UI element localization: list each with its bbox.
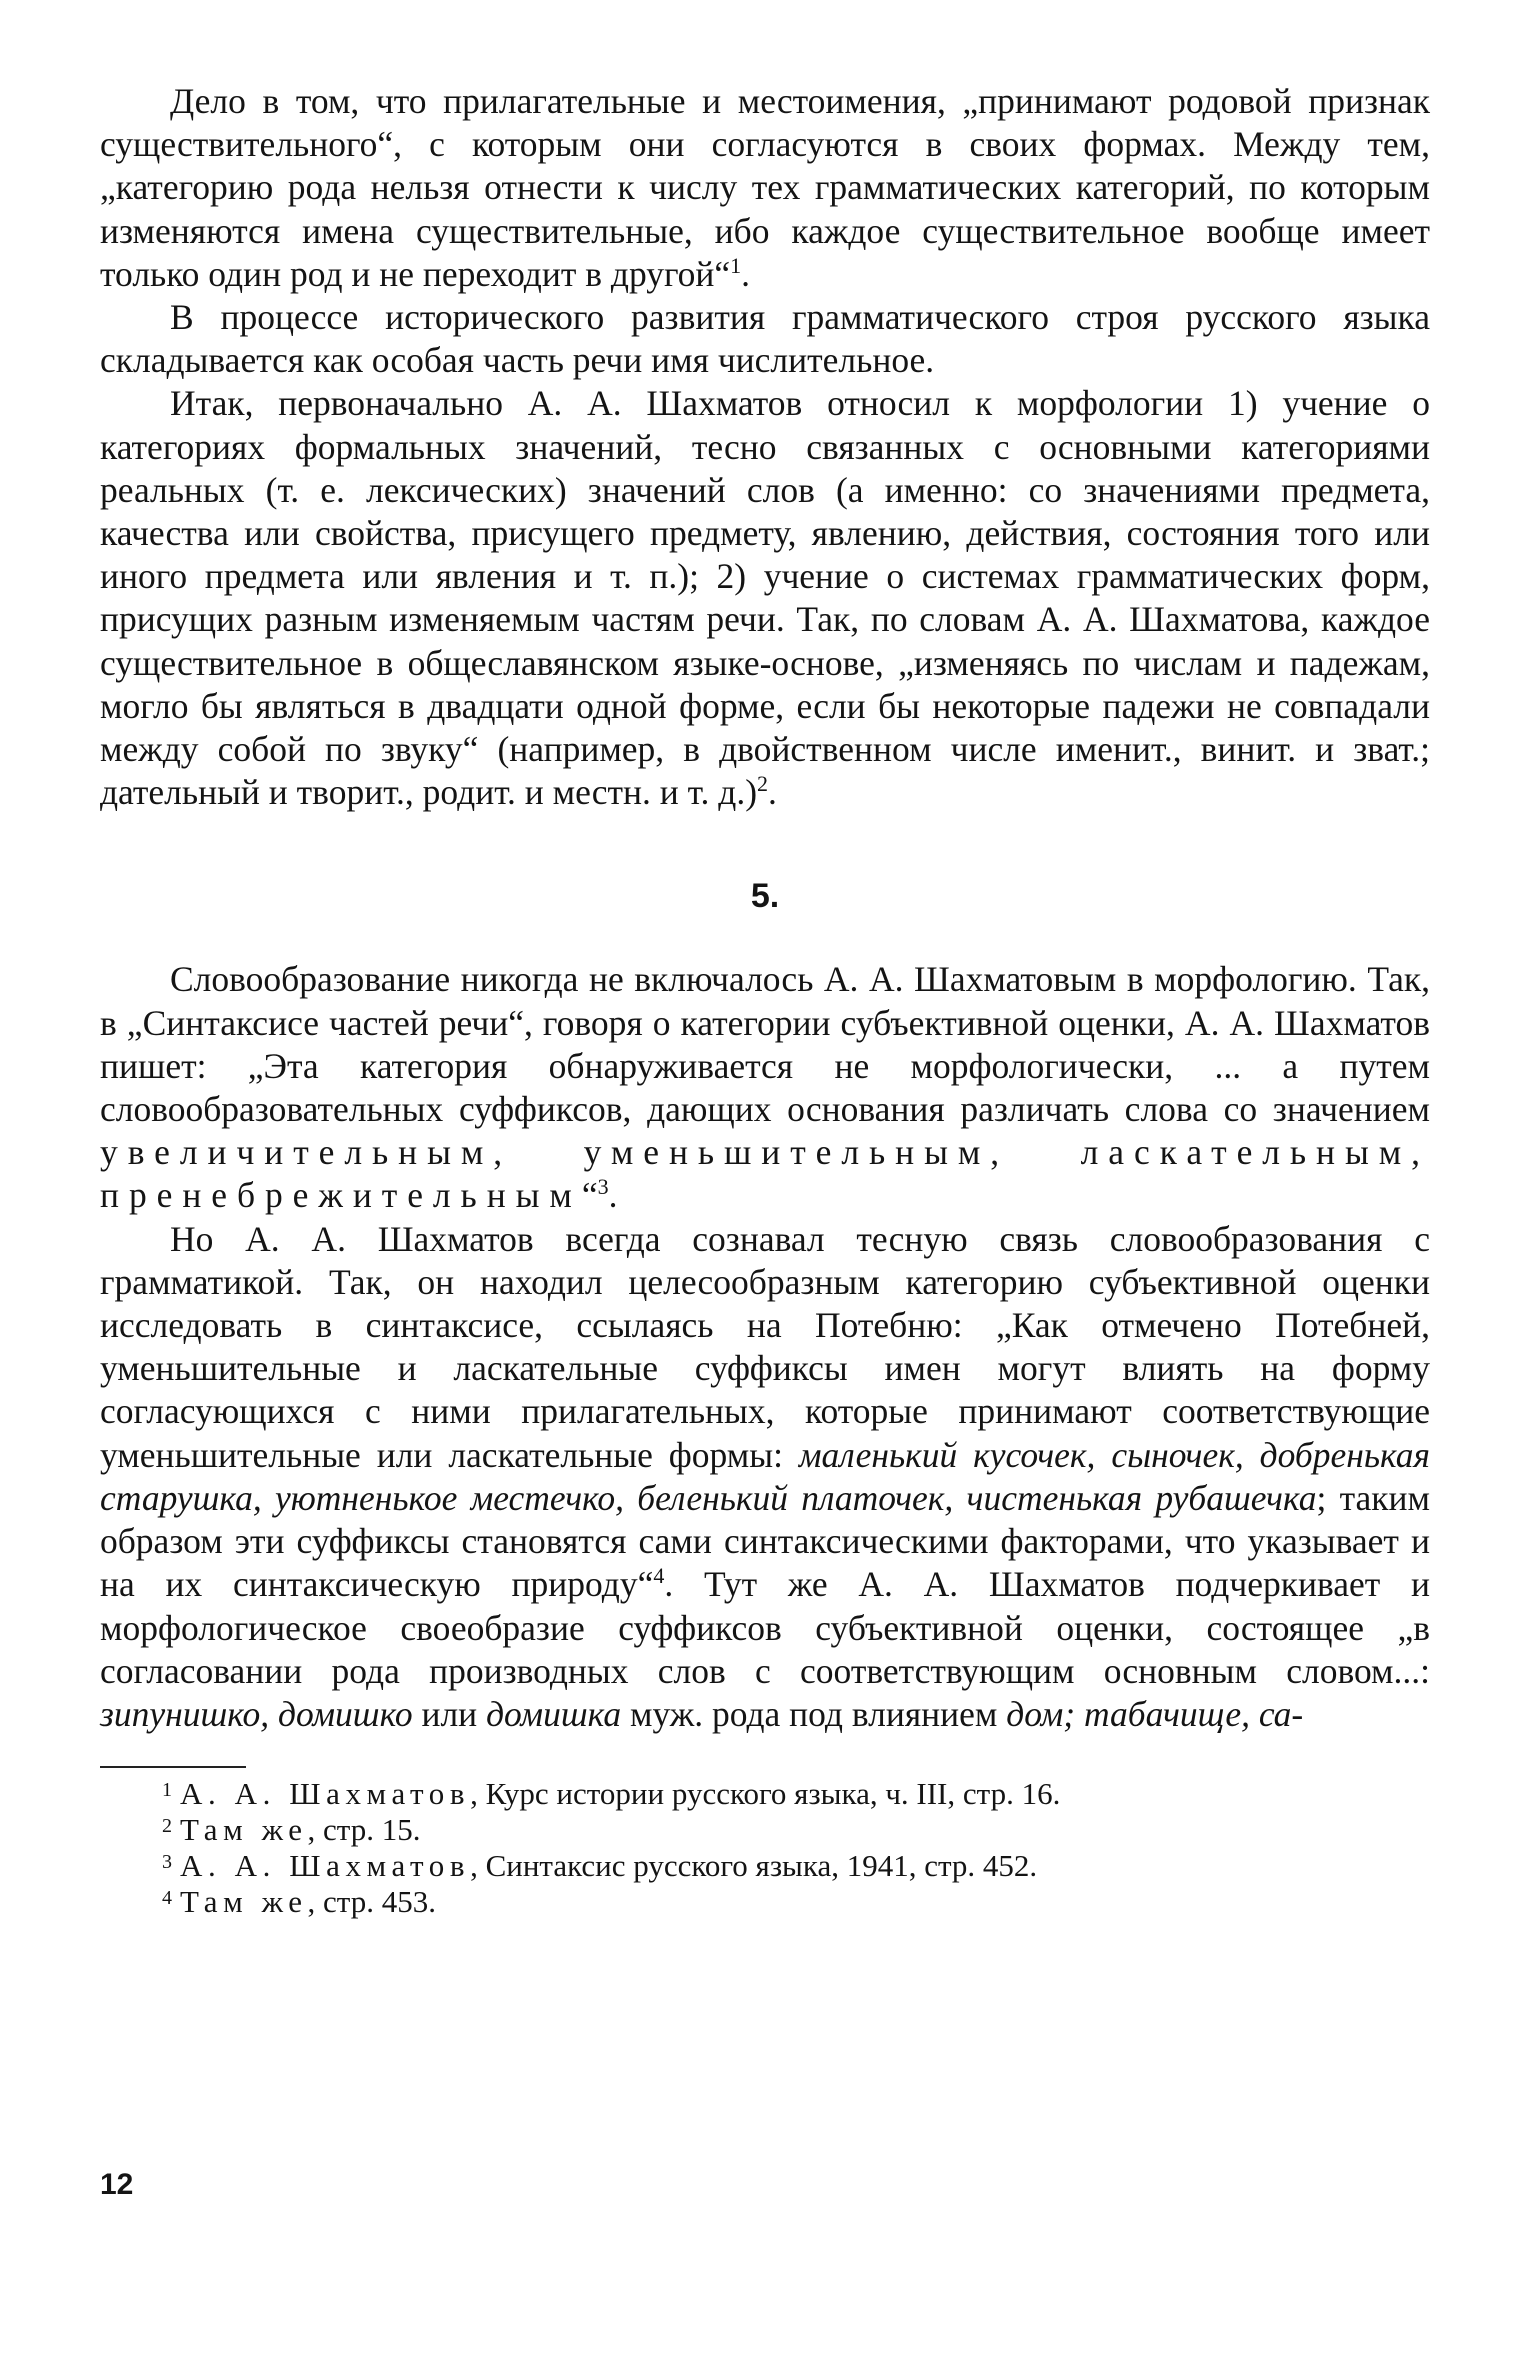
text-run: Словообразование никогда не включалось А. А. Шахматовым в морфологию. Так, в „Синтаксисе частей речи“, говоря о категории субъективной оценки, А. А. Шахматов пишет: „Эта категория обнаруживается не морфологически, ... а путем словообразовательных суффиксов, дающих основания различать слова со значением xyxy=(100,959,1430,1130)
text-run: . xyxy=(768,772,777,813)
paragraph xyxy=(100,958,1430,1217)
footnotes xyxy=(100,1776,1430,1920)
footnote-text xyxy=(160,1848,1037,1884)
footnote-citation: , стр. 453. xyxy=(307,1884,436,1920)
text-run: Но А. А. Шахматов всегда сознавал тесную связь словообразования с грамматикой. Так, он находил целесообразным категорию субъективной оценки исследовать в синтаксисе, ссылаясь на Потебню: „Как отмечено Потебней, уменьшительные и ласкательные суффиксы имен могут влиять на форму согласующихся с ними прилагательных, которые принимают соответствующие уменьшительные или ласкательные формы: xyxy=(100,1218,1430,1475)
body-text-bottom xyxy=(100,958,1430,1736)
footnote-reference: 1 xyxy=(730,252,742,278)
footnote-author: Там же xyxy=(180,1884,308,1920)
text-run: . xyxy=(608,1175,618,1216)
footnote-item xyxy=(100,1884,1430,1920)
footnote-citation: , Курс истории русского языка, ч. III, стр. 16. xyxy=(470,1776,1061,1812)
paragraph xyxy=(100,296,1430,382)
text-run: “ xyxy=(581,1175,598,1216)
section-number: 5. xyxy=(750,877,780,916)
paragraph xyxy=(100,382,1430,814)
footnote-text xyxy=(160,1812,420,1848)
footnote-text xyxy=(160,1776,1060,1812)
text-run: ; таким образом эти суффиксы становятся сами синтаксическими факторами, что указывает и на их синтаксическую природу“ xyxy=(100,1477,1430,1605)
text-run: муж. рода под влиянием xyxy=(621,1693,1007,1734)
footnote-reference: 3 xyxy=(597,1174,609,1200)
page-number: 12 xyxy=(100,2168,134,2201)
text-run: . Тут же А. А. Шахматов подчеркивает и морфологическое своеобразие суффиксов субъективной оценки, состоящее „в согласовании рода производных слов с соответствующим основным словом...: xyxy=(100,1564,1431,1691)
paragraph xyxy=(100,1218,1430,1736)
text-run: В процессе исторического развития грамматического строя русского языка складывается как особая часть речи имя числительное. xyxy=(100,297,1430,381)
footnote-mark: 1 xyxy=(162,1779,172,1802)
italic-example: домишка xyxy=(486,1693,622,1734)
page-body xyxy=(100,80,1430,1920)
footnote-author: А. А. Шахматов xyxy=(180,1776,471,1812)
footnote-item xyxy=(100,1812,1430,1848)
text-run: Итак, первоначально А. А. Шахматов относил к морфологии 1) учение о категориях формальных значений, тесно связанных с основными категориями реальных (т. е. лексических) значений слов (а именно: со значениями предмета, качества или свойства, присущего предмету, явлению, действия, состояния того или иного предмета или явления и т. п.); 2) учение о системах грамматических форм, присущих разным изменяемым частям речи. Так, по словам А. А. Шахматова, каждое существительное в общеславянском языке-основе, „изменяясь по числам и падежам, могло бы являться в двадцати одной форме, если бы некоторые падежи не совпадали между собой по звуку“ (например, в двойственном числе именит., винит. и зват.; дательный и творит., родит. и местн. и т. д.) xyxy=(100,383,1430,813)
footnote-mark: 3 xyxy=(162,1851,172,1874)
spaced-emphasis: увеличительным, уменьшительным, ласкательным, пренебрежительным xyxy=(100,1132,1430,1216)
footnote-mark: 4 xyxy=(162,1887,172,1910)
footnote-author: Там же xyxy=(180,1812,308,1848)
text-run: или xyxy=(412,1693,487,1734)
footnote-item xyxy=(100,1848,1430,1884)
paragraph xyxy=(100,80,1430,296)
italic-example: дом; табачище, са- xyxy=(1006,1693,1304,1734)
text-run: . xyxy=(741,253,751,294)
body-text-top xyxy=(100,80,1430,814)
italic-example: маленький кусочек, сыночек, добренькая старушка, уютненькое местечко, беленький платочек, чистенькая рубашечка xyxy=(100,1434,1430,1518)
text-run: Дело в том, что прилагательные и местоимения, „принимают родовой признак существительного“, с которым они согласуются в своих формах. Между тем, „категорию рода нельзя отнести к числу тех грамматических категорий, по которым изменяются имена существительные, ибо каждое существительное вообще имеет только один род и не переходит в другой“ xyxy=(100,81,1430,294)
footnote-reference: 4 xyxy=(653,1563,665,1589)
footnote-text xyxy=(160,1884,436,1920)
footnote-item xyxy=(100,1776,1430,1812)
footnote-citation: , стр. 15. xyxy=(307,1812,421,1848)
footnote-reference: 2 xyxy=(757,771,769,797)
footnote-mark: 2 xyxy=(162,1815,172,1838)
italic-example: зипунишко, домишко xyxy=(100,1693,413,1734)
footnote-author: А. А. Шахматов xyxy=(180,1848,471,1884)
footnote-citation: , Синтаксис русского языка, 1941, стр. 452. xyxy=(470,1848,1038,1884)
footnote-separator xyxy=(100,1766,246,1768)
